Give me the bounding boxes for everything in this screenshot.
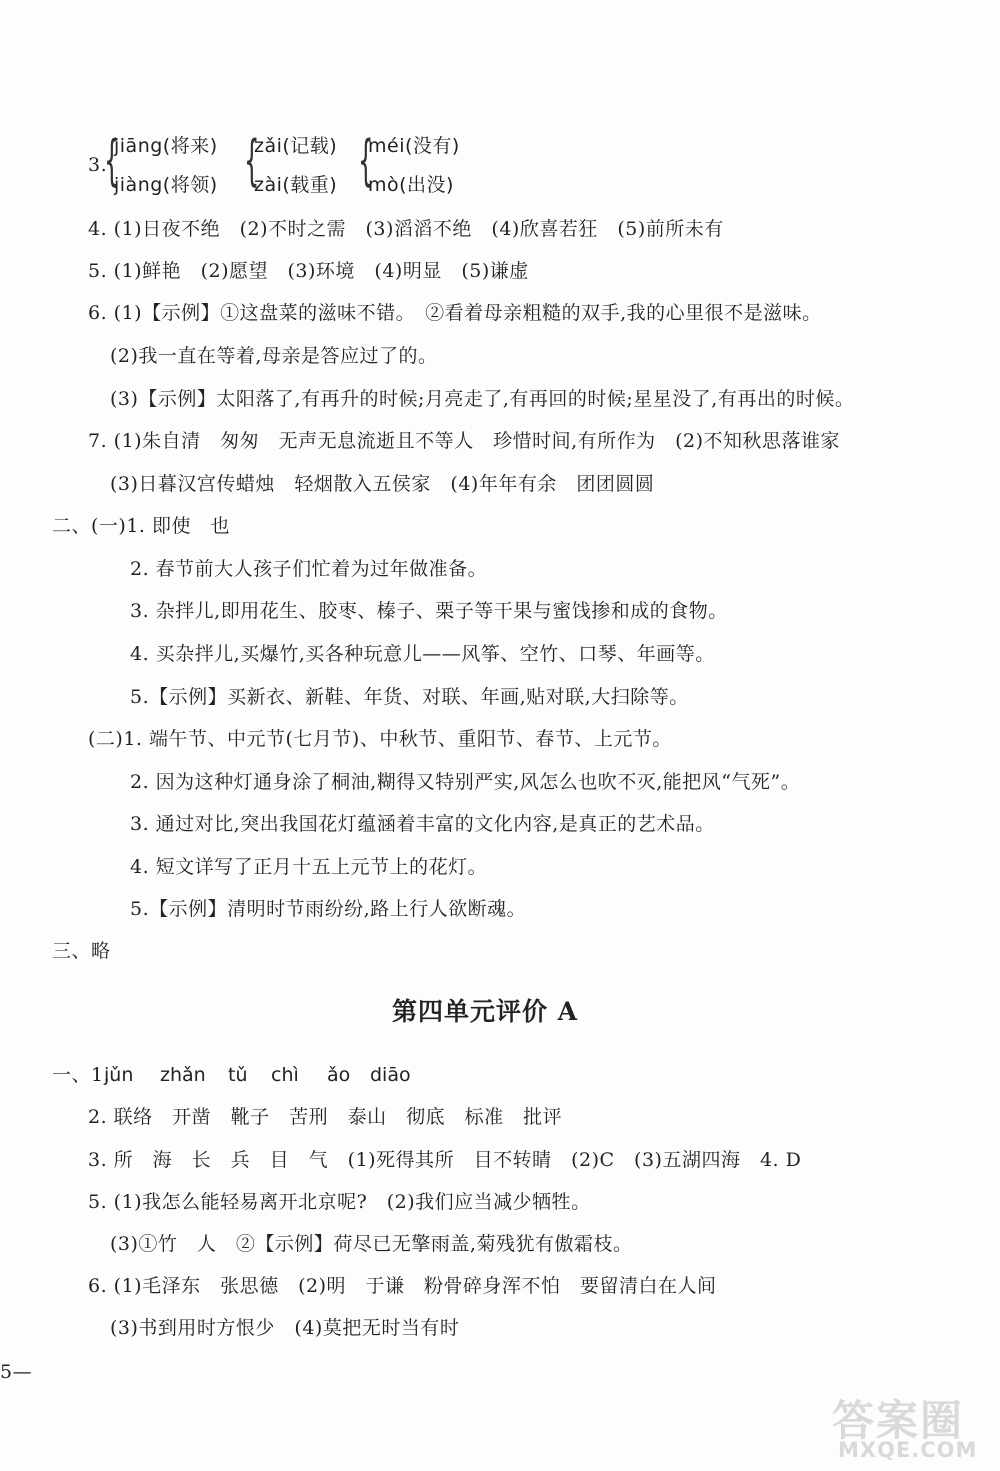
pinyin-2: zhǎn bbox=[160, 1064, 206, 1086]
unit4-q2: 2. 联络 开凿 靴子 苦刑 泰山 彻底 标准 批评 bbox=[88, 1106, 563, 1128]
unit4-q3: 3. 所 海 长 兵 目 气 (1)死得其所 目不转睛 (2)C (3)五湖四海 4. D bbox=[88, 1149, 802, 1171]
pinyin-5: ǎo bbox=[327, 1064, 351, 1086]
pinyin-4: chì bbox=[271, 1064, 299, 1086]
section2-part2-q1: (二)1. 端午节、中元节(七月节)、中秋节、重阳节、春节、上元节。 bbox=[88, 728, 672, 750]
brace-2: { bbox=[244, 129, 260, 192]
unit4-q5-1: 5. (1)我怎么能轻易离开北京呢? (2)我们应当减少牺牲。 bbox=[88, 1191, 591, 1213]
q3-group2-a: zǎi(记载) bbox=[254, 135, 338, 157]
watermark-logo bbox=[822, 1388, 992, 1466]
q3-group3-a: méi(没有) bbox=[368, 135, 460, 157]
answer-q4: 4. (1)日夜不绝 (2)不时之需 (3)滔滔不绝 (4)欣喜若狂 (5)前所未有 bbox=[88, 218, 724, 240]
section2-part1-q2: 2. 春节前大人孩子们忙着为过年做准备。 bbox=[130, 558, 488, 580]
pinyin-1: jǔn bbox=[104, 1064, 134, 1086]
q3-group1-b: jiàng(将领) bbox=[114, 174, 218, 196]
section-title: 第四单元评价 A bbox=[391, 997, 579, 1026]
section2-part2-q3: 3. 通过对比,突出我国花灯蕴涵着丰富的文化内容,是真正的艺术品。 bbox=[130, 813, 715, 835]
answer-q6-1: 6. (1)【示例】①这盘菜的滋味不错。 ②看着母亲粗糙的双手,我的心里很不是滋味。 bbox=[88, 302, 822, 324]
answer-q6-3: (3)【示例】太阳落了,有再升的时候;月亮走了,有再回的时候;星星没了,有再出的时候。 bbox=[110, 388, 855, 410]
q3-group1-a: jiāng(将来) bbox=[114, 135, 218, 157]
section2-part1-q5: 5.【示例】买新衣、新鞋、年货、对联、年画,贴对联,大扫除等。 bbox=[130, 686, 689, 708]
unit4-q5-2: (3)①竹 人 ②【示例】荷尽已无擎雨盖,菊残犹有傲霜枝。 bbox=[110, 1233, 633, 1255]
brace-3: { bbox=[358, 129, 374, 192]
q3-number: 3. bbox=[88, 154, 108, 176]
section2-part2-q2: 2. 因为这种灯通身涂了桐油,糊得又特别严实,风怎么也吹不灭,能把风“气死”。 bbox=[130, 771, 801, 793]
q3-group3-b: mò(出没) bbox=[368, 174, 454, 196]
section2-part1-q4: 4. 买杂拌儿,买爆竹,买各种玩意儿——风筝、空竹、口琴、年画等。 bbox=[130, 643, 715, 665]
section2-part2-q5: 5.【示例】清明时节雨纷纷,路上行人欲断魂。 bbox=[130, 898, 527, 920]
answer-q5: 5. (1)鲜艳 (2)愿望 (3)环境 (4)明显 (5)谦虚 bbox=[88, 260, 529, 282]
unit4-q1-label: 一、1. bbox=[52, 1064, 111, 1086]
answer-q7-2: (3)日暮汉宫传蜡烛 轻烟散入五侯家 (4)年年有余 团团圆圆 bbox=[110, 473, 655, 495]
q3-group2-b: zài(载重) bbox=[254, 174, 338, 196]
section2-part1-q3: 3. 杂拌儿,即用花生、胶枣、榛子、栗子等干果与蜜饯掺和成的食物。 bbox=[130, 600, 728, 622]
pinyin-3: tǔ bbox=[228, 1064, 248, 1086]
section2-part1-q1: 二、(一)1. 即使 也 bbox=[52, 515, 230, 537]
section3: 三、略 bbox=[52, 940, 111, 962]
page-number: 5— bbox=[0, 1361, 33, 1383]
brace-1: { bbox=[104, 129, 120, 192]
watermark-text-cn: 答案圈 bbox=[832, 1396, 965, 1445]
answer-q7-1: 7. (1)朱自清 匆匆 无声无息流逝且不等人 珍惜时间,有所作为 (2)不知秋思落谁家 bbox=[88, 430, 841, 452]
unit4-q6-1: 6. (1)毛泽东 张思德 (2)明 于谦 粉骨碎身浑不怕 要留清白在人间 bbox=[88, 1275, 717, 1297]
watermark-text-en: MXQE.COM bbox=[838, 1438, 978, 1462]
pinyin-6: diāo bbox=[370, 1064, 411, 1086]
unit4-q6-2: (3)书到用时方恨少 (4)莫把无时当有时 bbox=[110, 1317, 460, 1339]
section2-part2-q4: 4. 短文详写了正月十五上元节上的花灯。 bbox=[130, 856, 488, 878]
answer-q6-2: (2)我一直在等着,母亲是答应过了的。 bbox=[110, 345, 438, 367]
